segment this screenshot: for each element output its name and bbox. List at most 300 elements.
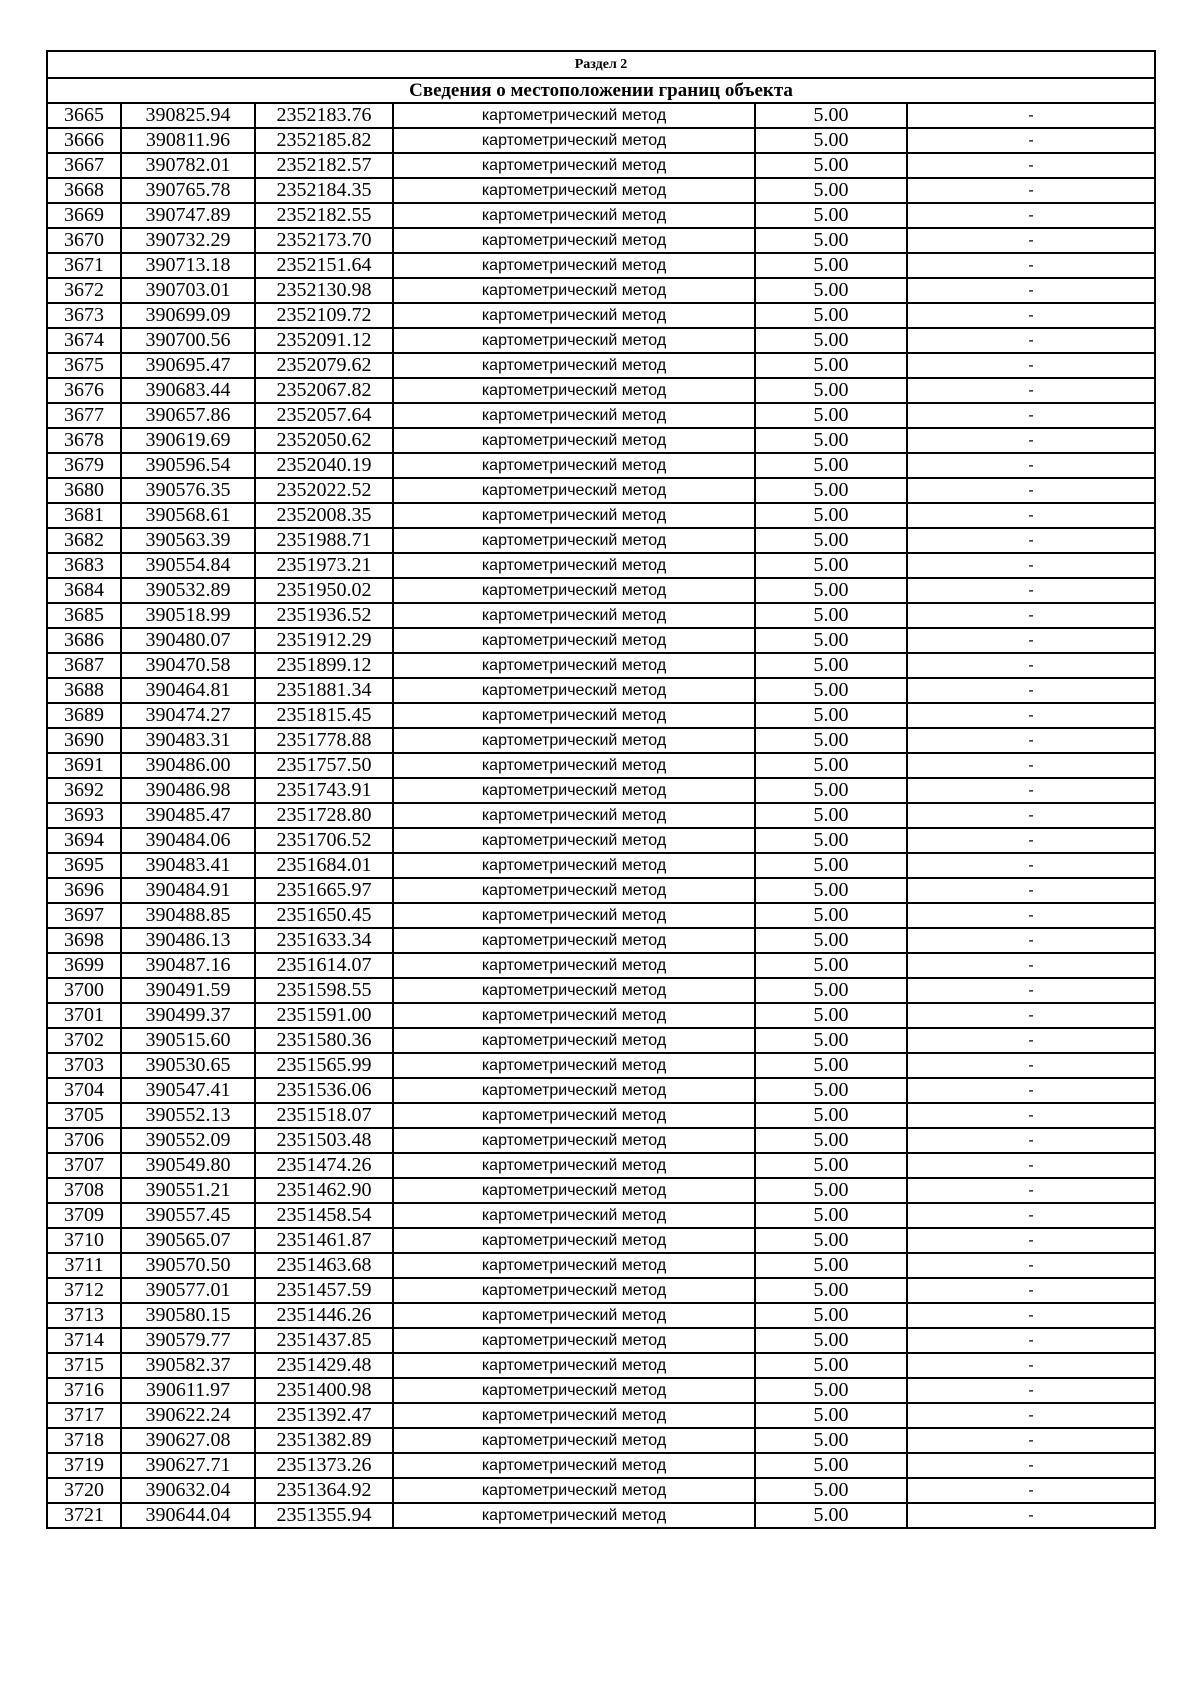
point-number-cell: 3704 [47,1078,121,1103]
table-row [47,228,1155,253]
method-cell: картометрический метод [393,1453,755,1478]
y-coordinate-cell: 2351912.29 [255,628,393,653]
method-cell: картометрический метод [393,903,755,928]
accuracy-cell: 5.00 [755,703,907,728]
y-coordinate-cell: 2351373.26 [255,1453,393,1478]
method-cell: картометрический метод [393,428,755,453]
table-row [47,853,1155,878]
x-coordinate-cell: 390644.04 [121,1503,255,1528]
method-cell: картометрический метод [393,1378,755,1403]
point-number-cell: 3712 [47,1278,121,1303]
y-coordinate-cell: 2351950.02 [255,578,393,603]
accuracy-cell: 5.00 [755,1053,907,1078]
point-number-cell: 3688 [47,678,121,703]
y-coordinate-cell: 2351400.98 [255,1378,393,1403]
accuracy-cell: 5.00 [755,278,907,303]
y-coordinate-cell: 2351757.50 [255,753,393,778]
note-cell: - [907,1103,1155,1128]
point-number-cell: 3701 [47,1003,121,1028]
x-coordinate-cell: 390765.78 [121,178,255,203]
x-coordinate-cell: 390782.01 [121,153,255,178]
note-cell: - [907,1378,1155,1403]
note-cell: - [907,303,1155,328]
table-row [47,403,1155,428]
method-cell: картометрический метод [393,328,755,353]
accuracy-cell: 5.00 [755,1253,907,1278]
accuracy-cell: 5.00 [755,478,907,503]
note-cell: - [907,953,1155,978]
note-cell: - [907,1028,1155,1053]
table-row [47,1378,1155,1403]
y-coordinate-cell: 2351458.54 [255,1203,393,1228]
y-coordinate-cell: 2351706.52 [255,828,393,853]
point-number-cell: 3721 [47,1503,121,1528]
point-number-cell: 3667 [47,153,121,178]
point-number-cell: 3675 [47,353,121,378]
x-coordinate-cell: 390570.50 [121,1253,255,1278]
point-number-cell: 3714 [47,1328,121,1353]
table-row [47,678,1155,703]
table-row [47,378,1155,403]
y-coordinate-cell: 2351598.55 [255,978,393,1003]
y-coordinate-cell: 2351446.26 [255,1303,393,1328]
note-cell: - [907,528,1155,553]
point-number-cell: 3679 [47,453,121,478]
y-coordinate-cell: 2351815.45 [255,703,393,728]
y-coordinate-cell: 2351355.94 [255,1503,393,1528]
x-coordinate-cell: 390483.41 [121,853,255,878]
table-row [47,978,1155,1003]
note-cell: - [907,503,1155,528]
point-number-cell: 3702 [47,1028,121,1053]
note-cell: - [907,1503,1155,1528]
accuracy-cell: 5.00 [755,1028,907,1053]
method-cell: картометрический метод [393,1078,755,1103]
point-number-cell: 3665 [47,103,121,128]
method-cell: картометрический метод [393,503,755,528]
accuracy-cell: 5.00 [755,653,907,678]
method-cell: картометрический метод [393,303,755,328]
note-cell: - [907,653,1155,678]
point-number-cell: 3681 [47,503,121,528]
x-coordinate-cell: 390627.71 [121,1453,255,1478]
method-cell: картометрический метод [393,1178,755,1203]
note-cell: - [907,828,1155,853]
method-cell: картометрический метод [393,728,755,753]
y-coordinate-cell: 2351536.06 [255,1078,393,1103]
y-coordinate-cell: 2352057.64 [255,403,393,428]
point-number-cell: 3715 [47,1353,121,1378]
x-coordinate-cell: 390470.58 [121,653,255,678]
boundary-coordinates-table [46,50,1156,1529]
table-row [47,478,1155,503]
table-row [47,353,1155,378]
method-cell: картометрический метод [393,1278,755,1303]
x-coordinate-cell: 390657.86 [121,403,255,428]
method-cell: картометрический метод [393,1153,755,1178]
note-cell: - [907,628,1155,653]
table-row [47,1078,1155,1103]
accuracy-cell: 5.00 [755,203,907,228]
note-cell: - [907,1203,1155,1228]
x-coordinate-cell: 390713.18 [121,253,255,278]
point-number-cell: 3689 [47,703,121,728]
method-cell: картометрический метод [393,1253,755,1278]
note-cell: - [907,453,1155,478]
method-cell: картометрический метод [393,1128,755,1153]
table-row [47,103,1155,128]
x-coordinate-cell: 390530.65 [121,1053,255,1078]
point-number-cell: 3720 [47,1478,121,1503]
note-cell: - [907,103,1155,128]
title-header-row [47,78,1155,103]
note-cell: - [907,928,1155,953]
method-cell: картометрический метод [393,178,755,203]
section-label: Раздел 2 [47,51,1155,78]
point-number-cell: 3680 [47,478,121,503]
method-cell: картометрический метод [393,1353,755,1378]
x-coordinate-cell: 390703.01 [121,278,255,303]
point-number-cell: 3719 [47,1453,121,1478]
method-cell: картометрический метод [393,278,755,303]
method-cell: картометрический метод [393,1003,755,1028]
table-row [47,1503,1155,1528]
table-row [47,1428,1155,1453]
x-coordinate-cell: 390683.44 [121,378,255,403]
y-coordinate-cell: 2351684.01 [255,853,393,878]
table-row [47,303,1155,328]
table-row [47,653,1155,678]
accuracy-cell: 5.00 [755,978,907,1003]
note-cell: - [907,428,1155,453]
note-cell: - [907,153,1155,178]
y-coordinate-cell: 2351457.59 [255,1278,393,1303]
table-row [47,1303,1155,1328]
accuracy-cell: 5.00 [755,178,907,203]
x-coordinate-cell: 390580.15 [121,1303,255,1328]
accuracy-cell: 5.00 [755,1503,907,1528]
point-number-cell: 3674 [47,328,121,353]
point-number-cell: 3695 [47,853,121,878]
accuracy-cell: 5.00 [755,828,907,853]
x-coordinate-cell: 390732.29 [121,228,255,253]
accuracy-cell: 5.00 [755,578,907,603]
point-number-cell: 3713 [47,1303,121,1328]
method-cell: картометрический метод [393,153,755,178]
y-coordinate-cell: 2351565.99 [255,1053,393,1078]
y-coordinate-cell: 2351728.80 [255,803,393,828]
accuracy-cell: 5.00 [755,603,907,628]
note-cell: - [907,578,1155,603]
method-cell: картометрический метод [393,453,755,478]
x-coordinate-cell: 390563.39 [121,528,255,553]
method-cell: картометрический метод [393,653,755,678]
note-cell: - [907,1478,1155,1503]
point-number-cell: 3693 [47,803,121,828]
method-cell: картометрический метод [393,553,755,578]
table-row [47,803,1155,828]
x-coordinate-cell: 390515.60 [121,1028,255,1053]
note-cell: - [907,1078,1155,1103]
table-row [47,928,1155,953]
point-number-cell: 3668 [47,178,121,203]
accuracy-cell: 5.00 [755,1128,907,1153]
method-cell: картометрический метод [393,1103,755,1128]
table-row [47,328,1155,353]
table-row [47,628,1155,653]
x-coordinate-cell: 390622.24 [121,1403,255,1428]
note-cell: - [907,803,1155,828]
note-cell: - [907,328,1155,353]
point-number-cell: 3683 [47,553,121,578]
accuracy-cell: 5.00 [755,1303,907,1328]
note-cell: - [907,1428,1155,1453]
accuracy-cell: 5.00 [755,1203,907,1228]
y-coordinate-cell: 2351462.90 [255,1178,393,1203]
method-cell: картометрический метод [393,703,755,728]
y-coordinate-cell: 2352109.72 [255,303,393,328]
method-cell: картометрический метод [393,378,755,403]
table-row [47,1003,1155,1028]
note-cell: - [907,403,1155,428]
accuracy-cell: 5.00 [755,1278,907,1303]
point-number-cell: 3666 [47,128,121,153]
table-row [47,1203,1155,1228]
accuracy-cell: 5.00 [755,728,907,753]
method-cell: картометрический метод [393,253,755,278]
y-coordinate-cell: 2352184.35 [255,178,393,203]
method-cell: картометрический метод [393,228,755,253]
y-coordinate-cell: 2351518.07 [255,1103,393,1128]
y-coordinate-cell: 2351614.07 [255,953,393,978]
point-number-cell: 3682 [47,528,121,553]
y-coordinate-cell: 2352050.62 [255,428,393,453]
table-row [47,753,1155,778]
note-cell: - [907,1403,1155,1428]
x-coordinate-cell: 390568.61 [121,503,255,528]
point-number-cell: 3686 [47,628,121,653]
x-coordinate-cell: 390596.54 [121,453,255,478]
note-cell: - [907,278,1155,303]
note-cell: - [907,378,1155,403]
point-number-cell: 3711 [47,1253,121,1278]
note-cell: - [907,1178,1155,1203]
table-row [47,553,1155,578]
point-number-cell: 3670 [47,228,121,253]
note-cell: - [907,978,1155,1003]
table-row [47,503,1155,528]
note-cell: - [907,853,1155,878]
accuracy-cell: 5.00 [755,1478,907,1503]
point-number-cell: 3707 [47,1153,121,1178]
accuracy-cell: 5.00 [755,1178,907,1203]
table-row [47,1153,1155,1178]
y-coordinate-cell: 2352183.76 [255,103,393,128]
accuracy-cell: 5.00 [755,1428,907,1453]
table-row [47,1178,1155,1203]
table-row [47,528,1155,553]
accuracy-cell: 5.00 [755,1078,907,1103]
note-cell: - [907,1003,1155,1028]
accuracy-cell: 5.00 [755,1228,907,1253]
method-cell: картометрический метод [393,353,755,378]
y-coordinate-cell: 2352079.62 [255,353,393,378]
y-coordinate-cell: 2352182.57 [255,153,393,178]
accuracy-cell: 5.00 [755,1378,907,1403]
method-cell: картометрический метод [393,828,755,853]
x-coordinate-cell: 390486.00 [121,753,255,778]
accuracy-cell: 5.00 [755,628,907,653]
table-row [47,603,1155,628]
method-cell: картометрический метод [393,778,755,803]
accuracy-cell: 5.00 [755,1353,907,1378]
y-coordinate-cell: 2352091.12 [255,328,393,353]
note-cell: - [907,1153,1155,1178]
method-cell: картометрический метод [393,1028,755,1053]
method-cell: картометрический метод [393,853,755,878]
point-number-cell: 3703 [47,1053,121,1078]
accuracy-cell: 5.00 [755,928,907,953]
y-coordinate-cell: 2351881.34 [255,678,393,703]
note-cell: - [907,728,1155,753]
point-number-cell: 3685 [47,603,121,628]
y-coordinate-cell: 2351665.97 [255,878,393,903]
table-row [47,1053,1155,1078]
point-number-cell: 3678 [47,428,121,453]
y-coordinate-cell: 2352067.82 [255,378,393,403]
accuracy-cell: 5.00 [755,103,907,128]
y-coordinate-cell: 2351382.89 [255,1428,393,1453]
x-coordinate-cell: 390627.08 [121,1428,255,1453]
accuracy-cell: 5.00 [755,1453,907,1478]
point-number-cell: 3694 [47,828,121,853]
table-row [47,828,1155,853]
table-row [47,278,1155,303]
note-cell: - [907,353,1155,378]
point-number-cell: 3692 [47,778,121,803]
point-number-cell: 3706 [47,1128,121,1153]
x-coordinate-cell: 390700.56 [121,328,255,353]
x-coordinate-cell: 390487.16 [121,953,255,978]
point-number-cell: 3709 [47,1203,121,1228]
note-cell: - [907,1353,1155,1378]
note-cell: - [907,903,1155,928]
x-coordinate-cell: 390485.47 [121,803,255,828]
table-row [47,728,1155,753]
x-coordinate-cell: 390552.13 [121,1103,255,1128]
x-coordinate-cell: 390811.96 [121,128,255,153]
accuracy-cell: 5.00 [755,1153,907,1178]
y-coordinate-cell: 2352185.82 [255,128,393,153]
y-coordinate-cell: 2352022.52 [255,478,393,503]
note-cell: - [907,703,1155,728]
table-row [47,1128,1155,1153]
note-cell: - [907,1228,1155,1253]
accuracy-cell: 5.00 [755,353,907,378]
table-row [47,1328,1155,1353]
accuracy-cell: 5.00 [755,228,907,253]
table-row [47,178,1155,203]
point-number-cell: 3697 [47,903,121,928]
y-coordinate-cell: 2351650.45 [255,903,393,928]
method-cell: картометрический метод [393,1203,755,1228]
y-coordinate-cell: 2351973.21 [255,553,393,578]
table-row [47,953,1155,978]
x-coordinate-cell: 390474.27 [121,703,255,728]
y-coordinate-cell: 2351988.71 [255,528,393,553]
note-cell: - [907,678,1155,703]
accuracy-cell: 5.00 [755,528,907,553]
note-cell: - [907,228,1155,253]
x-coordinate-cell: 390486.13 [121,928,255,953]
point-number-cell: 3669 [47,203,121,228]
note-cell: - [907,1253,1155,1278]
method-cell: картометрический метод [393,1503,755,1528]
table-body [47,51,1155,1528]
table-row [47,1478,1155,1503]
method-cell: картометрический метод [393,1478,755,1503]
table-row [47,453,1155,478]
point-number-cell: 3690 [47,728,121,753]
accuracy-cell: 5.00 [755,403,907,428]
point-number-cell: 3676 [47,378,121,403]
method-cell: картометрический метод [393,403,755,428]
note-cell: - [907,1328,1155,1353]
method-cell: картометрический метод [393,578,755,603]
accuracy-cell: 5.00 [755,1403,907,1428]
accuracy-cell: 5.00 [755,428,907,453]
accuracy-cell: 5.00 [755,153,907,178]
x-coordinate-cell: 390577.01 [121,1278,255,1303]
point-number-cell: 3710 [47,1228,121,1253]
method-cell: картометрический метод [393,478,755,503]
x-coordinate-cell: 390565.07 [121,1228,255,1253]
point-number-cell: 3671 [47,253,121,278]
accuracy-cell: 5.00 [755,453,907,478]
accuracy-cell: 5.00 [755,753,907,778]
y-coordinate-cell: 2352008.35 [255,503,393,528]
accuracy-cell: 5.00 [755,1003,907,1028]
method-cell: картометрический метод [393,1403,755,1428]
table-row [47,253,1155,278]
table-row [47,1403,1155,1428]
note-cell: - [907,1303,1155,1328]
table-row [47,1028,1155,1053]
point-number-cell: 3699 [47,953,121,978]
point-number-cell: 3718 [47,1428,121,1453]
x-coordinate-cell: 390483.31 [121,728,255,753]
x-coordinate-cell: 390632.04 [121,1478,255,1503]
y-coordinate-cell: 2351364.92 [255,1478,393,1503]
note-cell: - [907,1053,1155,1078]
x-coordinate-cell: 390552.09 [121,1128,255,1153]
method-cell: картометрический метод [393,628,755,653]
y-coordinate-cell: 2351474.26 [255,1153,393,1178]
accuracy-cell: 5.00 [755,803,907,828]
x-coordinate-cell: 390488.85 [121,903,255,928]
x-coordinate-cell: 390532.89 [121,578,255,603]
y-coordinate-cell: 2351429.48 [255,1353,393,1378]
table-row [47,1278,1155,1303]
x-coordinate-cell: 390518.99 [121,603,255,628]
table-row [47,778,1155,803]
x-coordinate-cell: 390747.89 [121,203,255,228]
y-coordinate-cell: 2351437.85 [255,1328,393,1353]
y-coordinate-cell: 2351743.91 [255,778,393,803]
note-cell: - [907,553,1155,578]
x-coordinate-cell: 390611.97 [121,1378,255,1403]
accuracy-cell: 5.00 [755,778,907,803]
